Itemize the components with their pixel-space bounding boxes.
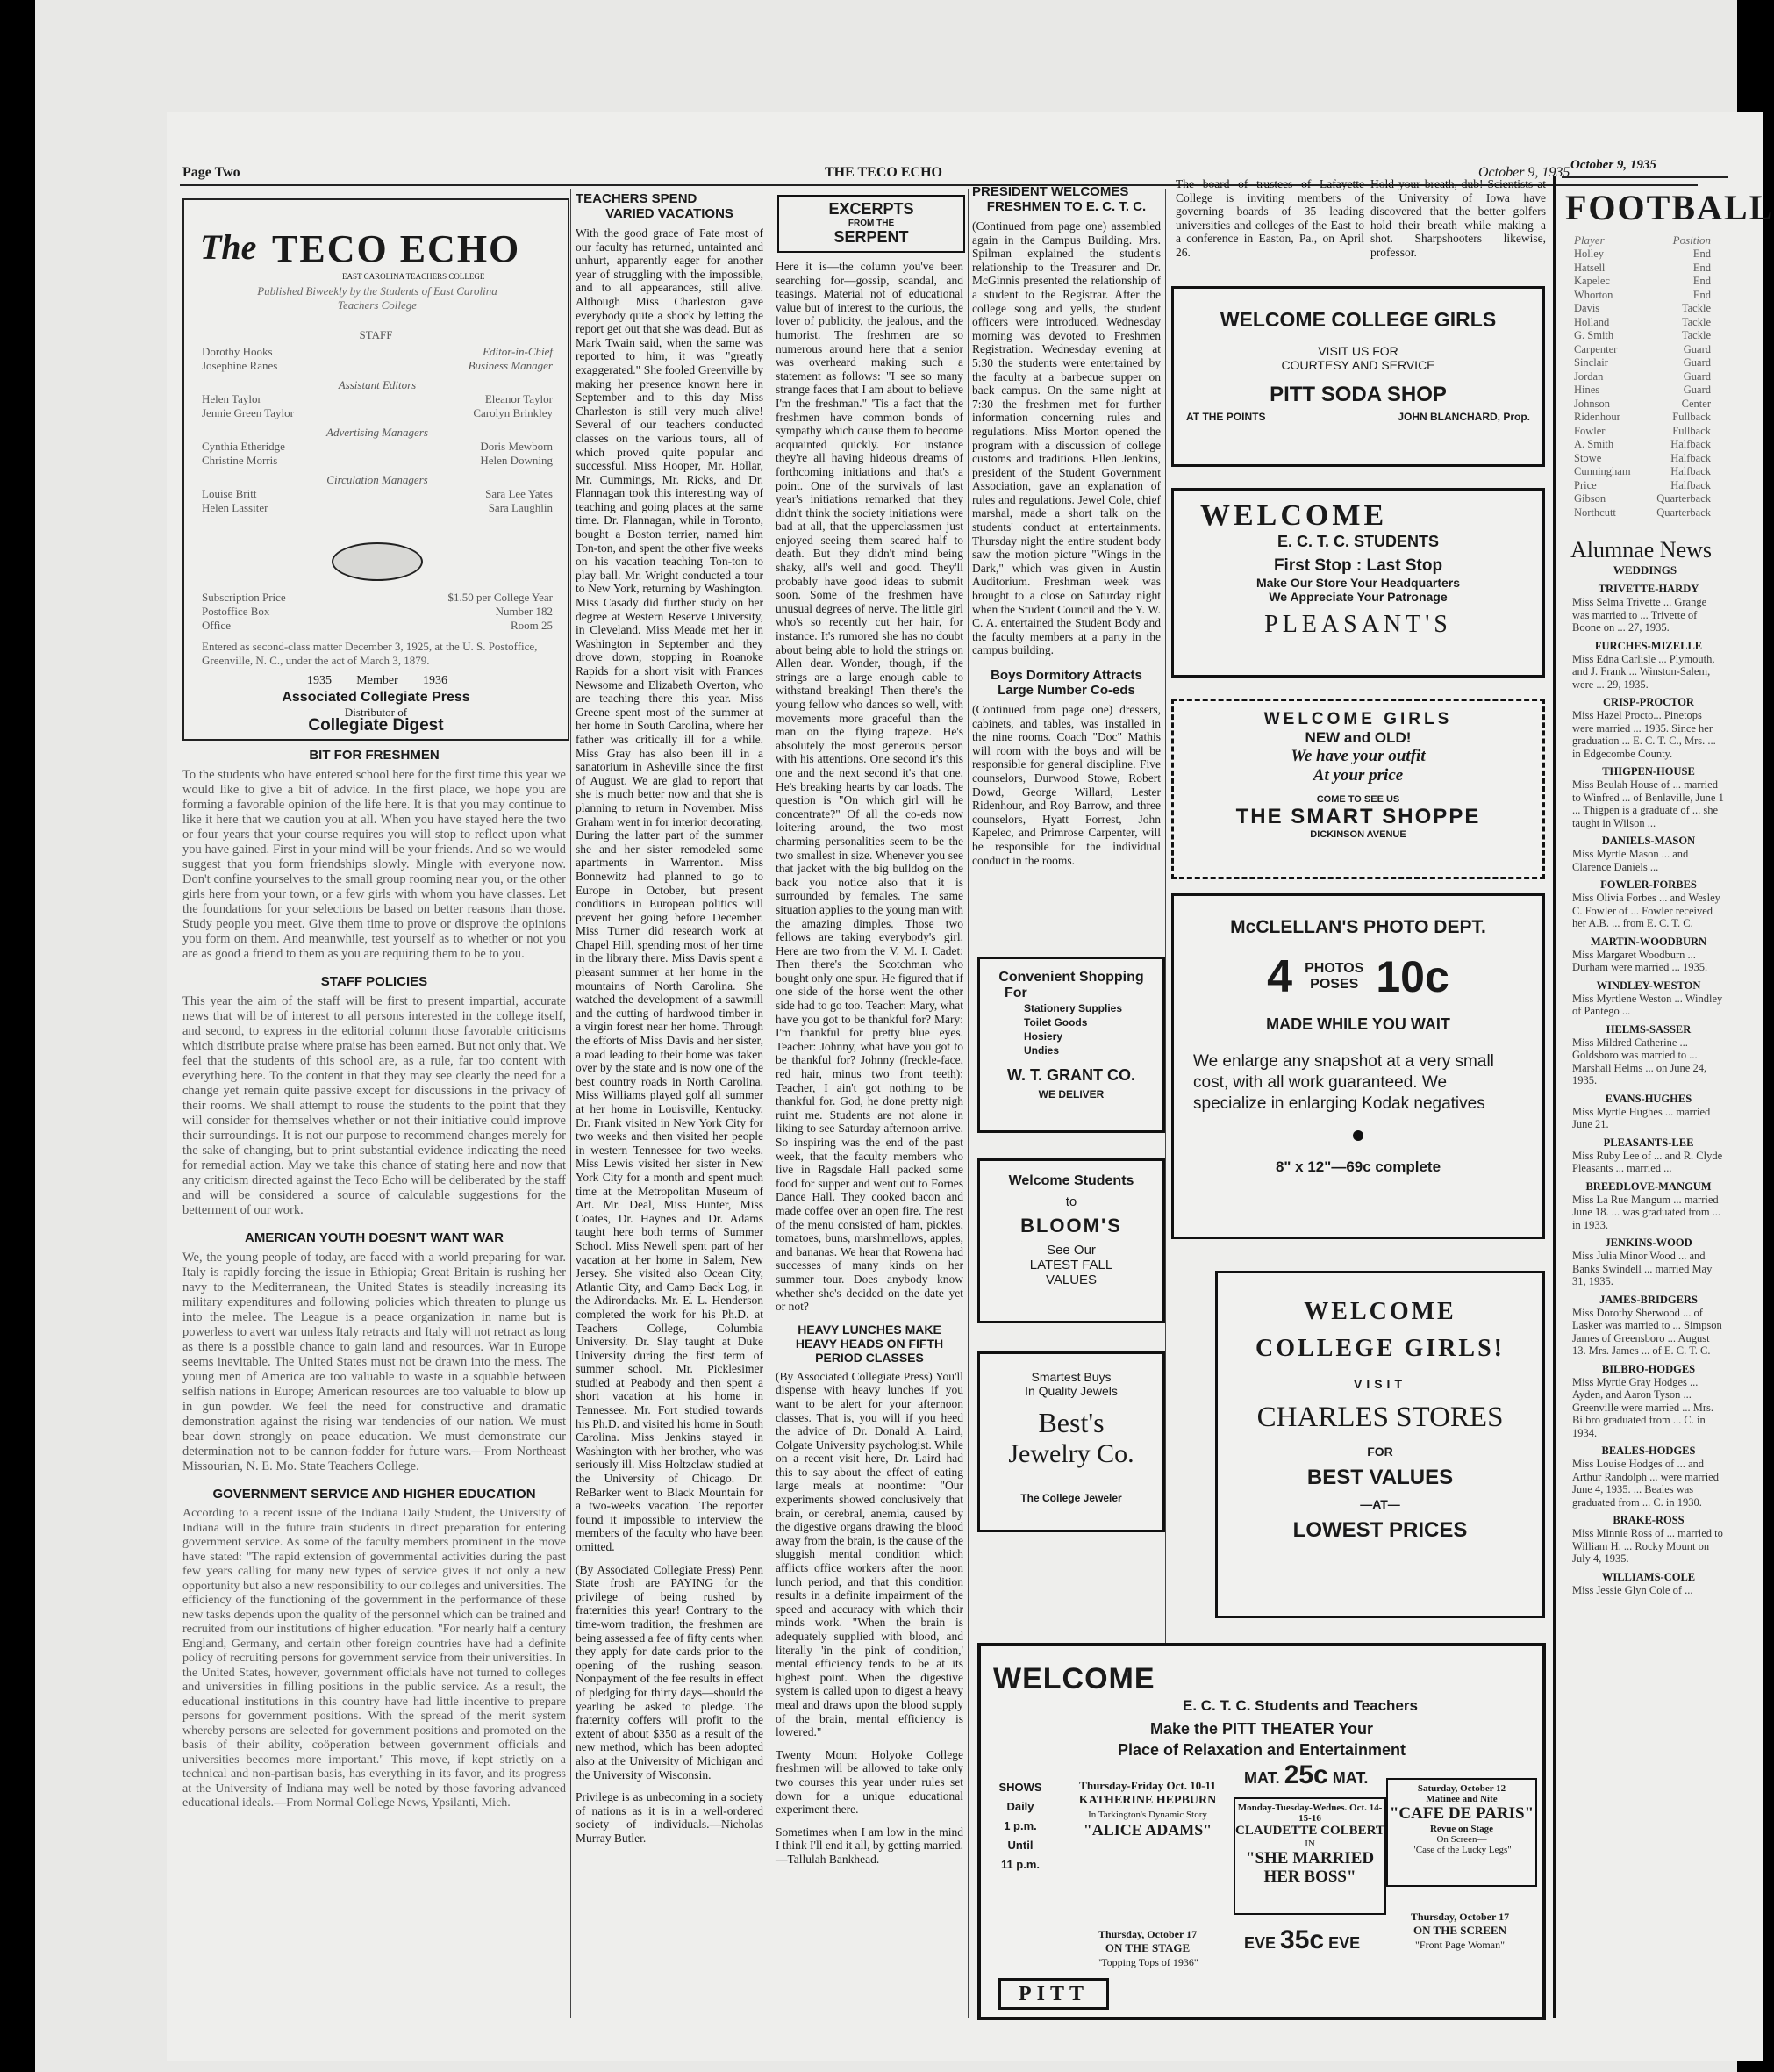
- weddings-heading: WEDDINGS: [1613, 563, 1677, 577]
- player-position: Guard: [1683, 356, 1711, 369]
- player-position: End: [1692, 247, 1711, 260]
- wedding-body: Miss Hazel Procto... Pinetops were married ... 1935. Since her graduation ... E. C. T. C., Mrs. ... in Edgecombe County.: [1572, 709, 1716, 760]
- wedding-headline: BILBRO-HODGES: [1601, 1362, 1696, 1375]
- player-position: Quarterback: [1656, 505, 1711, 519]
- staff-policies-headline: STAFF POLICIES: [320, 974, 428, 989]
- masthead-college: EAST CAROLINA TEACHERS COLLEGE: [342, 272, 485, 281]
- staff-row: Subscription Price $1.50 per College Year: [202, 591, 553, 604]
- blooms-ad: Welcome Students to BLOOM'S See Our LATEST FALL VALUES: [977, 1158, 1165, 1323]
- player-name: Holland: [1574, 315, 1610, 328]
- player-name: Johnson: [1574, 397, 1610, 410]
- feature-hepburn: Thursday-Friday Oct. 10-11 KATHERINE HEPBURN In Tarkington's Dynamic Story "ALICE ADAMS": [1078, 1779, 1217, 1839]
- wedding-headline: HELMS-SASSER: [1606, 1022, 1692, 1036]
- wedding-body: Miss Myrtlene Weston ... Windley of Pantego ...: [1572, 992, 1723, 1017]
- paper-name: THE TECO ECHO: [825, 165, 942, 180]
- issue-date: October 9, 1935: [1478, 165, 1570, 180]
- circulation-heading: Circulation Managers: [326, 473, 428, 486]
- smart-shoppe-ad: WELCOME GIRLS NEW and OLD! We have your outfit At your price COME TO SEE US THE SMART SHOPPE DICKINSON AVENUE: [1171, 699, 1545, 879]
- player-position: Halfback: [1670, 478, 1711, 491]
- teachers-headline-1: TEACHERS SPEND: [576, 191, 697, 206]
- weddings-list: [1562, 583, 1728, 1596]
- staff-row: Helen Taylor Eleanor Taylor: [202, 392, 553, 405]
- pitt-theater-ad: WELCOME E. C. T. C. Students and Teachers Make the PITT THEATER Your Place of Relaxation and Entertainment SHOWS Daily 1 p.m. Until 11 p.m. Thursday-Friday Oct. 10-11 KATHERINE HEPBURN In Tarkington's Dynamic Story "ALICE ADAMS" MAT. 25c MAT. Monday-Tuesday-Wednes. Oct. 14-15-16 CLAUDETTE COLBERT IN "SHE MARRIED HER BOSS" Saturday, October 12 Matinee and Nite "CAFE DE PARIS" Revue on Stage On Screen— "Case of the Lucky Legs" Thursday, October 17 ON THE STAGE "Topping Tops of 1936" EVE 35c EVE Thursday, October 17 ON THE SCREEN "Front Page Woman" PITT: [977, 1643, 1546, 2020]
- player-position: Halfback: [1670, 438, 1711, 450]
- president-headline-2: FRESHMEN TO E. C. T. C.: [986, 199, 1147, 214]
- roster-row: [1574, 492, 1711, 506]
- college-seal: [332, 542, 423, 581]
- wedding-body: Miss Julia Minor Wood ... and Banks Swindell ... married May 31, 1935.: [1572, 1250, 1713, 1287]
- page-number: Page Two: [182, 165, 240, 180]
- player-name: Sinclair: [1574, 356, 1608, 369]
- charles-stores-ad: WELCOME COLLEGE GIRLS! VISIT CHARLES STORES FOR BEST VALUES —AT— LOWEST PRICES: [1215, 1271, 1545, 1618]
- wedding-body: Miss Margaret Woodburn ... Durham were married ... 1935.: [1572, 948, 1708, 973]
- player-name: Stowe: [1574, 451, 1602, 464]
- wedding-headline: JAMES-BRIDGERS: [1599, 1293, 1698, 1306]
- player-name: Price: [1574, 478, 1597, 491]
- teachers-column: [576, 191, 763, 1845]
- president-body: (Continued from page one) assembled again in the Campus Building. Mrs. Spilman explained the student's relationship to the Treasurer and Dr. McGinnis presented the relationship of a student to the Registrar. After the college song and yells, the student officers were introduced. Wednesday morning was devoted to Freshmen Registration. Wednesday evening at 5:30 the students were entertained by the faculty at a barbecue supper on back campus. On the same night at 7:30 the freshmen met for further information concerning rules and regulations. Miss Morton opened the program with a discussion of college customs and traditions. Ellen Jenkins, president of the Student Government Association, gave an explanation of rules and regulations. Jewel Cole, chief marshal, made a short talk on the students' conduct at entertainments. Thursday night the entire student body saw the motion picture "Wings in the Dark," which was given in Austin Auditorium. Freshman week was brought to a close on Saturday night when the Student Council and the Y. W. C. A. entertained the Student Body and the faculty members at a party in the campus building.: [972, 219, 1161, 657]
- staff-row: Dorothy Hooks Editor-in-Chief: [202, 345, 553, 358]
- wedding-headline: PLEASANTS-LEE: [1603, 1136, 1694, 1149]
- serpent-name: SERPENT: [833, 228, 909, 246]
- player-name: Whorton: [1574, 288, 1613, 301]
- roster-row: [1574, 398, 1711, 412]
- wedding-body: Miss Beulah House of ... married to Winfred ... of Benlaville, June 1 ... Thigpen is a graduate of ... she taught in Wilson ...: [1572, 778, 1724, 829]
- player-name: Holley: [1574, 247, 1605, 260]
- player-position: Center: [1681, 397, 1711, 410]
- subscription-info: [202, 591, 553, 668]
- player-position: End: [1692, 288, 1711, 301]
- masthead-the: The: [200, 227, 257, 267]
- page-gutter: [1553, 176, 1556, 2018]
- roster-row: [1574, 302, 1711, 316]
- wedding-body: Miss Myrtle Hughes ... married June 21.: [1572, 1105, 1711, 1130]
- boys-body: (Continued from page one) dressers, cabinets, and tables, was installed in the nine rooms. Coach "Doc" Mathis will room with the boys and will be responsible for general discipline. Five counselors, Durwood Stowe, Robert Dowd, George Willard, Lester Ridenhour, and Roy Barrow, and three counselors, Hyatt Forrest, John Kapelec, and Primrose Carpenter, will be responsible for the individual conduct in the rooms.: [972, 703, 1161, 867]
- wedding-body: Miss Edna Carlisle ... Plymouth, and J. Frank ... Winston-Salem, were ... 29, 1935.: [1572, 652, 1715, 691]
- wedding-body: Miss Ruby Lee of ... and R. Clyde Pleasants ... married ...: [1572, 1149, 1723, 1174]
- player-name: Cunningham: [1574, 465, 1631, 477]
- roster-row: [1574, 289, 1711, 303]
- wedding-headline: EVANS-HUGHES: [1605, 1092, 1692, 1105]
- roster-row: [1574, 356, 1711, 370]
- distributor-line: Distributor of: [344, 706, 408, 719]
- staff-row: Helen Lassiter Sara Laughlin: [202, 501, 553, 514]
- staff-list: [202, 345, 553, 515]
- wedding-headline: WINDLEY-WESTON: [1596, 979, 1701, 992]
- serpent-column: [776, 260, 963, 1867]
- wedding-body: Miss Myrtie Gray Hodges ... Ayden, and Aaron Tyson ... Greenville were married ... Mrs. Bilbro graduated from ... C. in 1934.: [1572, 1375, 1714, 1439]
- player-position: Fullback: [1672, 424, 1711, 437]
- staff-policies-body: This year the aim of the staff will be first to present impartial, accurate news that will be of interest to all persons interested in the college itself, and second, to express in the editorial column those favorable criticisms which distribute praise where praise has been earned. But not only that. We feel that the students of this school are, as a rule, far too content with everything here. To the content in that they may see clearly the need for a change yet remain quite passive except for discussions in the privacy of their rooms. We shall attempt to rouse the students to the point that they will consider for themselves whether or not their initiative could improve their surroundings. It is not our purpose to recommend changes merely for the sake of changing, but to print substantial evidence indicating the need for remedial action. May we take this chance of stating here and now that any criticism directed against the Teco Echo will be deliberated by the staff and will be considered a source of calculable suggestions for the betterment of our work.: [182, 994, 566, 1217]
- screen-show: Thursday, October 17 ON THE SCREEN "Front Page Woman": [1410, 1911, 1510, 1951]
- player-position: Quarterback: [1656, 492, 1711, 505]
- entered-notice: Entered as second-class matter December 3, 1925, at the U. S. Postoffice, Greenville, N. C., under the act of March 3, 1879.: [202, 640, 538, 667]
- digest-line: Collegiate Digest: [308, 716, 444, 735]
- roster-row: [1574, 275, 1711, 289]
- player-name: Davis: [1574, 302, 1600, 314]
- masthead-box: [182, 198, 569, 741]
- wedding-headline: FURCHES-MIZELLE: [1594, 639, 1703, 652]
- masthead-title: TECO ECHO: [272, 227, 521, 270]
- roster-row: [1574, 343, 1711, 357]
- player-name: Jordan: [1574, 369, 1604, 383]
- football-headline: FOOTBALL: [1565, 188, 1774, 227]
- roster-row: [1574, 316, 1711, 330]
- teachers-headline-2: VARIED VACATIONS: [605, 206, 733, 221]
- serpent-body: Here it is—the column you've been searching for—gossip, scandal, and teasings. Material not of educational value but of interest to the curious, the lover of publicity, the jealous, and the humorist. The freshmen are so numerous around here that a senior was overheard making such a statement as follows: "I see so many strange faces that I am about to believe I'm the freshman." 'Tis a fact that the freshmen have common bonds of sympathy which cause them to become acquainted quickly. For instance they're all having hideous dreams of forthcoming initiations and that's a point. One of the survivals of last year's initiations remarked that they didn't think the society initiations were bad at all, that the upperclassmen just enjoyed seeing them scared half to death. But they didn't mind being shaky, all's well and good. They'll probably have good ideas to submit soon. Some of the freshmen have unusual degrees of nerve. The little girl who's so recently cut her hair, for instance. It's rumored she has no doubt about being able to hold the strings on Allen dear. Wonder, though, if the strings are a large enough cable to withstand breaking! Then there's the young fellow who dances so well, with movements more graceful than the man on the flying trapeze. He's absolutely the most generous person with his attentions. One second it's this one and the next second it's that one. He's breaking hearts by car loads. The question is "On which girl will he concentrate?" Of all the co-eds now loitering around, the two most charming personalities seem to be the two smallest in size. Whenever you see that jacket with the big bulldog on the back you notice also that it is surrounded by females. The same situation applies to the young man with the amazing dimples. Those two fellows are taking everybody's girl. Here are two from the V. M. I. Cadet: Then there's the Scotchman who bought only one spur. He figured that if one side of the horse went the other side had to go too. Teacher: Mary, what have you got to be thankful for? Mary: I'm thankful for pretty blue eyes. Teacher: Johnny, what have you got to be thankful for? Johnny (freckle-face, red hair, minus two front teeth): Teacher, I ain't got nothing to be thankful for. God, he done pretty nigh ruint me. Students are not alone in liking to see Saturday afternoon arrive. So inspiring was the end of the past week, that the faculty members who live in Ragsdale Hall packed some food for supper and went out to Fornes Dance Hall. They cooked bacon and made coffee over an open fire. The rest of the menu consisted of ham, pickles, tomatoes, buns, marshmellows, apples, and bananas. We hear that Rowena had successes of many kinds on her summer tour. Does anybody know whether she's decided on the date yet or not?: [776, 260, 963, 1314]
- wedding-headline: THIGPEN-HOUSE: [1602, 765, 1695, 778]
- player-position: Halfback: [1670, 465, 1711, 477]
- lafayette-item: The board of trustees of Lafayette College is inviting members of governing boards of 35 leading universities and colleges of the East to a conference in Easton, Pa., on April 26.: [1176, 177, 1364, 259]
- wedding-headline: BREEDLOVE-MANGUM: [1585, 1179, 1712, 1193]
- wedding-body: Miss Dorothy Sherwood ... of Lasker was married to ... Simpson James of Greensboro ... August 13. Mrs. James ... of E. C. T. C.: [1572, 1306, 1722, 1357]
- roster-row: [1574, 479, 1711, 493]
- bankhead-quote: Sometimes when I am low in the mind I think I'll end it all, by getting married.—Tallulah Bankhead.: [776, 1825, 963, 1866]
- wedding-headline: BEALES-HODGES: [1601, 1445, 1696, 1457]
- roster-row: [1574, 329, 1711, 343]
- player-name: Fowler: [1574, 424, 1606, 437]
- serpent-title-box: [777, 195, 965, 253]
- editorial-column: [182, 748, 566, 1811]
- wedding-body: Miss Louise Hodges of ... and Arthur Randolph ... were married June 4, 1935. ... Beales was graduated from ... C. in 1930.: [1572, 1458, 1719, 1509]
- player-name: Hatsell: [1574, 261, 1606, 274]
- player-position: End: [1692, 275, 1711, 287]
- wedding-body: Miss Minnie Ross of ... married to William H. ... Rocky Mount on July 4, 1935.: [1572, 1527, 1723, 1565]
- president-column: [972, 184, 1161, 867]
- football-roster: [1562, 247, 1728, 520]
- player-name: G. Smith: [1574, 329, 1614, 341]
- player-position: Guard: [1683, 369, 1711, 383]
- column-rule: [968, 189, 969, 2018]
- wedding-body: Miss Selma Trivette ... Grange was married to ... Trivette of Boone on ... 27, 1935.: [1572, 596, 1707, 634]
- wedding-headline: WILLIAMS-COLE: [1601, 1570, 1696, 1583]
- player-position: Tackle: [1681, 302, 1711, 314]
- wedding-headline: BRAKE-ROSS: [1613, 1514, 1685, 1526]
- staff-row: Cynthia Etheridge Doris Mewborn: [202, 440, 553, 453]
- player-name: Northcutt: [1574, 505, 1616, 519]
- roster-row: [1574, 452, 1711, 466]
- player-name: Hines: [1574, 384, 1600, 396]
- staff-row: Louise Britt Sara Lee Yates: [202, 487, 553, 500]
- president-headline-1: PRESIDENT WELCOMES: [972, 184, 1129, 199]
- youth-headline: AMERICAN YOUTH DOESN'T WANT WAR: [245, 1230, 504, 1245]
- serpent-from: FROM THE: [848, 219, 895, 228]
- player-position: Tackle: [1681, 315, 1711, 328]
- staff-row: Josephine Ranes Business Manager: [202, 359, 553, 372]
- staff-row: Office Room 25: [202, 619, 553, 632]
- facing-date: October 9, 1935: [1570, 158, 1656, 172]
- serpent-title: EXCERPTS: [828, 200, 914, 218]
- advertising-heading: Advertising Managers: [326, 426, 428, 439]
- boys-headline-2: Large Number Co-eds: [998, 683, 1135, 698]
- roster-row: [1574, 262, 1711, 276]
- player-name: Gibson: [1574, 492, 1606, 505]
- player-position: Tackle: [1681, 329, 1711, 341]
- roster-row: [1574, 425, 1711, 439]
- staff-row: Postoffice Box Number 182: [202, 605, 553, 618]
- player-position: Guard: [1683, 342, 1711, 355]
- wedding-headline: FOWLER-FORBES: [1600, 878, 1697, 891]
- boys-headline-1: Boys Dormitory Attracts: [991, 668, 1142, 683]
- acp-line: Associated Collegiate Press: [282, 690, 470, 705]
- bests-ad: Smartest Buys In Quality Jewels Best's Jewelry Co. The College Jeweler: [977, 1351, 1165, 1532]
- lunch-headline: HEAVY LUNCHES MAKE HEAVY HEADS ON FIFTH PERIOD CLASSES: [795, 1322, 944, 1365]
- privilege-quote: Privilege is as unbecoming in a society of nations as it is in a well-ordered society of individuals.—Nicholas Murray Butler.: [576, 1790, 763, 1845]
- wedding-body: Miss Mildred Catherine ... Goldsboro was married to ... Marshall Helms ... on June 24, 1935.: [1572, 1036, 1707, 1086]
- roster-row: [1574, 247, 1711, 262]
- alumnae-headline: Alumnae News: [1570, 537, 1713, 563]
- roster-row: [1574, 370, 1711, 384]
- teachers-body: With the good grace of Fate most of our faculty has returned, untainted and unhurt, apparently eager for another year of struggling with the impossible, and to all appearances, still alive. Although Miss Charleston gave everybody quite a shock by letting the report get out that she was dead. But as Mark Twain said, when the same was reported to him, it was "greatly exaggerated." She fooled Greenville by making her presence known here in September and to this day Miss Charleston is still very much alive! Several of our teachers conducted classes on the various tours, all of which proved quite popular and successful. Miss Hooper, Mr. Hollar, Mr. Cummings, Mr. Ricks, and Dr. Flannagan took this interesting way of teaching and going places at the same time. Dr. Flannagan, while in Toronto, bought a Boston terrier, named him Ton-ton, and spent the other five weeks on his vacation teaching Ton-ton to play ball. Mr. Wright conducted a tour to New York, returning by Washington. Miss Casady did further study on her degree at Western Reserve University, in Cleveland. Miss Meade met her in Washington in September and they drove down, stopping in Roanoke Rapids for a short visit with Frances Newsome and Elizabeth Overton, who are teaching there this year. Miss Greene spent most of the summer at her home in South Carolina, where her father was critically ill for a while. Miss Gray has also been ill in a sanatorium in Asheville since the first of August. We are glad to report that she is much better now and that she is planning to return in November. Miss Graham went in for interior decorating. During the latter part of the summer she and her sister remodeled some apartments in Warrenton. Miss Bonnewitz had planned to go to Europe in October, but present conditions in European politics will prevent her going before December. Miss Turner did research work at Chapel Hill, spending most of her time in the library there. Miss Davis spent a pleasant summer at her home in the mountains of North Carolina. She watched the development of a sawmill and the cutting of hardwood timber in a virgin forest near her home. Through the efforts of Miss Davis and her sister, a road leading to their home was taken over by the state and is now one of the best country roads in North Carolina. Miss Williams played golf all summer at her home in Louisville, Kentucky. Dr. Frank visited in New York City for two weeks and then visited her people in western Tennessee for two weeks. Miss Lewis visited her sister in New York City for a month and spent much time at the Metropolitan Museum of Art. Mr. Deal, Miss Hunter, Miss Coates, Dr. Haynes and Dr. Adams taught here both terms of Summer School. Miss Newell spent part of her vacation at her home in Salem, New Jersey. She visited also Ocean City, Atlantic City, and Camp Back Log, in the Adirondacks. Mr. E. L. Henderson completed the work for his Ph.D. at Teachers College, Columbia University. Dr. Slay taught at Duke University during the first term of summer school. Mr. Picklesimer studied at Peabody and then spent a short vacation at his home in Tennessee. Mr. Fort studied towards his Ph.D. and visited his home in South Carolina. Miss Jenkins stayed in Washington with her brother, who was seriously ill. Miss Holtzclaw studied at the University of Chicago. Dr. ReBarker went to Black Mountain for a two-weeks vacation. The reporter found it impossible to interview the members of the faculty who have been omitted.: [576, 226, 763, 1553]
- player-position: Fullback: [1672, 411, 1711, 423]
- member-line: 1935 Member 1936: [307, 674, 447, 687]
- assistant-editors-heading: Assistant Editors: [338, 378, 417, 391]
- wedding-body: Miss La Rue Mangum ... married June 18. ... was graduated from ... in 1933.: [1572, 1193, 1721, 1231]
- masthead-published: Published Biweekly by the Students of East Carolina Teachers College: [257, 284, 497, 312]
- stage-show: Thursday, October 17 ON THE STAGE "Topping Tops of 1936": [1097, 1928, 1198, 1968]
- show-times: SHOWS Daily 1 p.m. Until 11 p.m.: [998, 1781, 1042, 1871]
- player-name: Kapelec: [1574, 275, 1610, 287]
- roster-row: [1574, 506, 1711, 520]
- player-position: End: [1692, 261, 1711, 274]
- lunch-body: (By Associated Collegiate Press) You'll dispense with heavy lunches if you want to be alert for your afternoon classes. That is, you will if you heed the advice of Dr. Donald A. Laird, Colgate University psychologist. While on a recent visit here, Dr. Laird had this to say about the effect of eating large meals at noontime: "Our experiments showed conclusively that brain, or cerebral, anemia, caused by the digestive organs drawing the blood away from the brain, is the cause of the sluggish mental condition which afflicts office workers after the noon lunch period, and that this condition results in a definite impairment of the speed and accuracy with which their minds work. "When the brain is adequately supplied with blood, and literally 'in the pink of condition,' mental efficiency tends to be at its highest point. When the digestive system is called upon to digest a heavy meal and draws upon the blood supply of the brain, mental efficiency is lowered.": [776, 1369, 963, 1739]
- golf-breath-item: Hold your breath, dub! Scientists at the University of Iowa have discovered that the better golfers hold their breath while making a shot. Sharpshooters likewise, professor.: [1370, 177, 1546, 259]
- bit-headline: BIT FOR FRESHMEN: [309, 748, 440, 763]
- staff-row: Jennie Green Taylor Carolyn Brinkley: [202, 406, 553, 419]
- penn-state-item: (By Associated Collegiate Press) Penn State frosh are PAYING for the privilege of being rushed by fraternities this year! Contrary to the time-worn tradition, the freshmen are being assessed a fee of fifty cents when they apply for date cards prior to the opening of the rushing season. Nonpayment of the fee results in effect of pledging for thirty days—should the yearling be asked to pledge. The fraternity coffers will profit to the extent of about $350 as a result of the new method, which has been adopted also at the University of Michigan and the University of Wisconsin.: [576, 1562, 763, 1782]
- gov-headline: GOVERNMENT SERVICE AND HIGHER EDUCATION: [212, 1487, 536, 1502]
- player-position: Guard: [1683, 384, 1711, 396]
- wedding-body: Miss Jessie Glyn Cole of ...: [1572, 1583, 1693, 1596]
- facing-page: October 9, 1935 FOOTBALL Player Position Holley End Hatsell End Kapelec End Whorton End Davis Tackle Holland Tackle G. Smith Tackle Carpenter Guard Sinclair Guard Jordan Guard Hines Guard Johnson Center Ridenhour Fullback Fowler Fullback A. Smith Halfback Stowe Halfback Cunningham Halfback Price Halfback Gibson Quarterback Northcutt Quarterback Alumnae News WEDDINGS TRIVETTE-HARDY Miss Selma Trivette ... Grange was married to ... Trivette of Boone on ... 27, 1935. FURCHES-MIZELLE Miss Edna Carlisle ... Plymouth, and J. Frank ... Winston-Salem, were ... 29, 1935. CRISP-PROCTOR Miss Hazel Procto... Pinetops were married ... 1935. Since her graduation ... E. C. T. C., Mrs. ... in Edgecombe County. THIGPEN-HOUSE Miss Beulah House of ... married to Winfred ... of Benlaville, June 1 ... Thigpen is a graduate of ... she taught in Wilson ... DANIELS-MASON Miss Myrtle Mason ... and Clarence Daniels ... FOWLER-FORBES Miss Olivia Forbes ... and Wesley C. Fowler of ... Fowler received her A.B. ... from E. C. T. C. MARTIN-WOODBURN Miss Margaret Woodburn ... Durham were married ... 1935. WINDLEY-WESTON Miss Myrtlene Weston ... Windley of Pantego ... HELMS-SASSER Miss Mildred Catherine ... Goldsboro was married to ... Marshall Helms ... on June 24, 1935. EVANS-HUGHES Miss Myrtle Hughes ... married June 21. PLEASANTS-LEE Miss Ruby Lee of ... and R. Clyde Pleasants ... married ... BREEDLOVE-MANGUM Miss La Rue Mangum ... married June 18. ... was graduated from ... in 1933. JENKINS-WOOD Miss Julia Minor Wood ... and Banks Swindell ... married May 31, 1935. JAMES-BRIDGERS Miss Dorothy Sherwood ... of Lasker was married to ... Simpson James of Greensboro ... August 13. Mrs. James ... of E. C. T. C. BILBRO-HODGES Miss Myrtie Gray Hodges ... Ayden, and Aaron Tyson ... Greenville were married ... Mrs. Bilbro graduated from ... C. in 1934. BEALES-HODGES Miss Louise Hodges of ... and Arthur Randolph ... were married June 4, 1935. ... Beales was graduated from ... C. in 1930. BRAKE-ROSS Miss Minnie Ross of ... married to William H. ... Rocky Mount on July 4, 1935. WILLIAMS-COLE Miss Jessie Glyn Cole of ...: [1562, 158, 1728, 2027]
- mcclellan-ad: McCLELLAN'S PHOTO DEPT. 4 PHOTOS POSES 10c MADE WHILE YOU WAIT We enlarge any snapshot at a very small cost, with all work guaranteed. We specialize in enlarging Kodak negatives 8" x 12"—69c complete: [1171, 893, 1545, 1239]
- feature-cafe: Saturday, October 12 Matinee and Nite "CAFE DE PARIS" Revue on Stage On Screen— "Case of the Lucky Legs": [1386, 1778, 1537, 1887]
- roster-row: [1574, 438, 1711, 452]
- youth-body: We, the young people of today, are faced with a world preparing for war. Italy is rapidly forcing the issue in Ethiopia; Great Britain is rushing her navy to the Mediterranean, the United States is steadily increasing its military expenditures and following policies which threaten to plunge us into the melee. The League is a peace organization in name but is powerless to avert war unless Italy retracts and Italy will not retract as long as there is a possible chance to gain land and resources. War in Europe seems inevitable. The United States must not be drawn into the mess. The young men of America are too valuable to waste in a squabble between selfish nations in Europe; American resources are too valuable to blow up in gun powder. We feel the need for constructive and dramatic demonstration against the rising war tendencies of our nation. We must bear down strongly on peace education. We must demonstrate our determination not to be cannon-fodder for future wars.—From Northeast Missourian, N. E. Mo. State Teachers College.: [182, 1251, 566, 1473]
- wedding-body: Miss Olivia Forbes ... and Wesley C. Fowler of ... Fowler received her A.B. ... from E. C. T. C.: [1572, 892, 1720, 929]
- player-position: Halfback: [1670, 451, 1711, 464]
- wedding-headline: CRISP-PROCTOR: [1603, 696, 1694, 708]
- wedding-headline: JENKINS-WOOD: [1605, 1237, 1692, 1249]
- wedding-body: Miss Myrtle Mason ... and Clarence Daniels ...: [1572, 848, 1689, 873]
- pleasants-ad: WELCOME E. C. T. C. STUDENTS First Stop : Last Stop Make Our Store Your Headquarters We Appreciate Your Patronage PLEASANT'S: [1171, 488, 1545, 678]
- feature-colbert: Monday-Tuesday-Wednes. Oct. 14-15-16 CLAUDETTE COLBERT IN "SHE MARRIED HER BOSS": [1234, 1797, 1386, 1915]
- wedding-headline: TRIVETTE-HARDY: [1598, 583, 1699, 595]
- player-name: A. Smith: [1574, 438, 1614, 450]
- wedding-headline: DANIELS-MASON: [1601, 835, 1696, 847]
- grant-ad: Convenient Shopping For Stationery Supplies Toilet Goods Hosiery Undies W. T. GRANT CO. WE DELIVER: [977, 957, 1165, 1133]
- pitt-soda-ad: WELCOME COLLEGE GIRLS VISIT US FOR COURTESY AND SERVICE PITT SODA SHOP AT THE POINTS JOHN BLANCHARD, Prop.: [1171, 286, 1545, 467]
- roster-row: [1574, 411, 1711, 425]
- bit-body: To the students who have entered school here for the first time this year we would like to give a bit of advice. In the first place, we hope you are forming a favorable opinion of the life here. It is that you may continue to like it here that we caution you at all. When you have stayed here the two or four years that your course requires you will stop to reflect upon what you have gained. First in your mind will be your friends. And so we would suggest that you form friendships slowly. Mingle with everyone now. Don't confine yourselves to the small group rooming near you, or the other girls here from your town, or a few girls with whom you have classes. Let the foundations for your selections be based on better reasons than those. Study people you meet. Give them time to prove or disprove the opinions you form on them. And meanwhile, test yourself as to whether or not you are as good a friend to them as you are requiring them to be to you.: [182, 768, 566, 961]
- wedding-headline: MARTIN-WOODBURN: [1590, 935, 1707, 948]
- holyoke-item: Twenty Mount Holyoke College freshmen will be allowed to take only two courses this year under rules set down for a unique educational experiment there.: [776, 1747, 963, 1817]
- roster-row: [1574, 384, 1711, 398]
- roster-row: [1574, 465, 1711, 479]
- column-rule: [570, 189, 571, 2018]
- staff-heading: STAFF: [359, 328, 393, 341]
- staff-row: Christine Morris Helen Downing: [202, 454, 553, 467]
- player-name: Ridenhour: [1574, 411, 1620, 423]
- bullet-dot: [1353, 1130, 1363, 1141]
- gov-body: According to a recent issue of the Indiana Daily Student, the University of Indiana will in the future train students in direct preparation for entering government service. As some of the faculty members prominent in the move have stated: "The rapid extension of governmental activities during the past few years calling for many new types of service gives it not only a new opportunity but also a new responsibility to our colleges and universities. The efficiency of the functioning of the government in the performance of these new tasks depends upon the quality of the personnel which can be trained and recruited from our institutions of higher education. "For nearly half a century England, Germany, and certain other foreign countries have had a definite policy of recruiting persons for government service from their universities. In the United States, however, government officials have not turned to colleges and universities in filling positions in the public service. As a result, the educational institutions in this country have had little incentive to prepare persons for government positions. With the spread of the merit system whereby persons are selected for government positions and promoted on the basis of their ability, coöperation between government officials and universities becomes more important." This move, if kept strictly on a technical and non-partisan basis, has everything in its favor, and its progress at the University of Indiana may well be noted by those favoring advanced educational ideals.—From Normal College News, Ypsilanti, Mich.: [182, 1507, 566, 1810]
- player-name: Carpenter: [1574, 342, 1618, 355]
